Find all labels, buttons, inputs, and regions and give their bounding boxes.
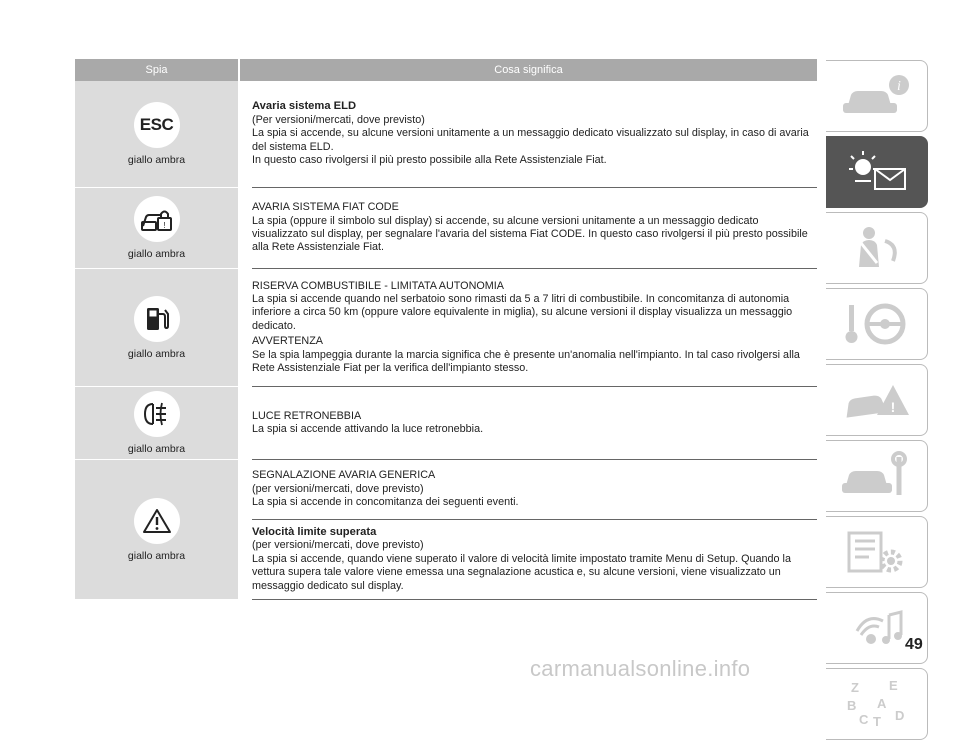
esc-icon [134, 102, 180, 148]
warning-triangle-icon [134, 498, 180, 544]
index-letters-icon [837, 676, 917, 732]
description-segment [252, 269, 817, 387]
warning-lights-message-icon [837, 147, 917, 197]
index-letter: D [894, 708, 904, 723]
description-segment [252, 520, 817, 600]
index-letter: Z [850, 680, 859, 695]
airbag-seatbelt-icon [837, 223, 917, 273]
description-segment [252, 81, 817, 188]
tab-starting-driving[interactable] [826, 288, 928, 360]
index-letter: A [876, 696, 886, 711]
tab-car-info[interactable] [826, 60, 928, 132]
index-letter: B [846, 698, 856, 713]
icon-caption: giallo ambra [127, 347, 186, 360]
segment-line: La spia si accende quando nel serbatoio sono rimasti da 5 a 7 litri di combustibile. In concomitanza di autonomia inferiore a circa 50 km (oppure valore equivalente in miglia), su alcune versioni il display visualizza un messaggio dedicato. [252, 292, 793, 332]
description-segment [252, 387, 817, 460]
svg-text:!: ! [890, 399, 895, 415]
segment-line: La spia si accende, quando viene superato il valore di velocità limite impostato tramite Menu di Setup. Quando la vettura supera tale valore viene emessa una segnalazione acustica e, su alcune versioni, viene visualizzato un messaggio dedicato sul display. [252, 552, 791, 592]
segment-line: RISERVA COMBUSTIBILE - LIMITATA AUTONOMIA [252, 279, 504, 292]
segment-line: La spia si accende in concomitanza dei seguenti eventi. [252, 496, 519, 509]
svg-text:!: ! [162, 221, 166, 230]
table-row [75, 81, 817, 188]
table-row [75, 460, 817, 600]
description-cell [238, 460, 817, 600]
segment-line: SEGNALAZIONE AVARIA GENERICA [252, 469, 436, 482]
segment-line: Se la spia lampeggia durante la marcia significa che è presente un'anomalia nell'impianto. In tal caso rivolgersi alla Rete Assistenziale Fiat per la verifica dell'impianto stesso. [252, 348, 800, 375]
segment-line: (Per versioni/mercati, dove previsto) [252, 113, 425, 126]
specs-gear-icon [837, 527, 917, 577]
table-row [75, 387, 817, 460]
table-row [75, 269, 817, 387]
icon-caption: giallo ambra [127, 443, 186, 455]
description-segment [252, 460, 817, 520]
icon-cell [75, 460, 238, 600]
tab-index[interactable] [826, 668, 928, 740]
table-header [75, 59, 817, 81]
fuel-pump-icon [134, 296, 180, 342]
segment-line: In questo caso rivolgersi il più presto possibile alla Rete Assistenziale Fiat. [252, 154, 607, 167]
description-cell [238, 188, 817, 269]
icon-caption: giallo ambra [127, 248, 186, 260]
svg-text:i: i [896, 79, 901, 94]
car-maintenance-icon [837, 451, 917, 501]
segment-line: La spia (oppure il simbolo sul display) si accende, su alcune versioni unitamente a un messaggio dedicato visualizzato sul display, per segnalare l'avaria del sistema Fiat CODE. In questo caso rivolgersi il più presto possibile alla Rete Assistenziale Fiat. [252, 214, 808, 254]
description-cell [238, 269, 817, 387]
tab-emergency[interactable] [826, 364, 928, 436]
segment-line: AVARIA SISTEMA FIAT CODE [252, 201, 399, 214]
tab-safety[interactable] [826, 212, 928, 284]
index-letter: C [858, 712, 868, 727]
esc-icon-label: ESC [139, 115, 174, 134]
tab-technical-data[interactable] [826, 516, 928, 588]
fiat-code-icon [134, 196, 180, 242]
segment-line: (per versioni/mercati, dove previsto) [252, 482, 424, 495]
watermark: carmanualsonline.info [530, 656, 751, 681]
icon-caption: giallo ambra [127, 154, 186, 166]
index-letter: E [888, 678, 898, 693]
description-segment [252, 188, 817, 269]
rear-fog-light-icon [134, 391, 180, 437]
segment-line: La spia si accende attivando la luce retronebbia. [252, 423, 484, 435]
segment-line: La spia si accende, su alcune versioni unitamente a un messaggio dedicato visualizzato sul display, in caso di avaria del sistema ELD. [252, 127, 809, 153]
segment-line: (per versioni/mercati, dove previsto) [252, 539, 424, 552]
segment-line: AVVERTENZA [252, 335, 323, 348]
icon-cell [75, 269, 238, 387]
tab-maintenance[interactable] [826, 440, 928, 512]
index-letter: T [872, 714, 881, 729]
segment-title: Velocità limite superata [252, 525, 377, 538]
tab-warning-lights[interactable] [826, 136, 928, 208]
icon-cell [75, 387, 238, 460]
description-cell [238, 387, 817, 460]
segment-line: LUCE RETRONEBBIA [252, 409, 362, 422]
table-row [75, 188, 817, 269]
emergency-car-icon [837, 375, 917, 425]
page-number: 49 [905, 636, 923, 653]
warning-lights-table [75, 59, 817, 600]
description-cell [238, 81, 817, 188]
segment-title: Avaria sistema ELD [252, 100, 357, 113]
car-info-icon [837, 71, 917, 121]
icon-cell [75, 81, 238, 188]
header-cosa-significa: Cosa significa [238, 59, 817, 81]
header-spia: Spia [145, 64, 168, 76]
icon-caption: giallo ambra [127, 549, 186, 562]
icon-cell [75, 188, 238, 269]
key-steering-wheel-icon [837, 299, 917, 349]
